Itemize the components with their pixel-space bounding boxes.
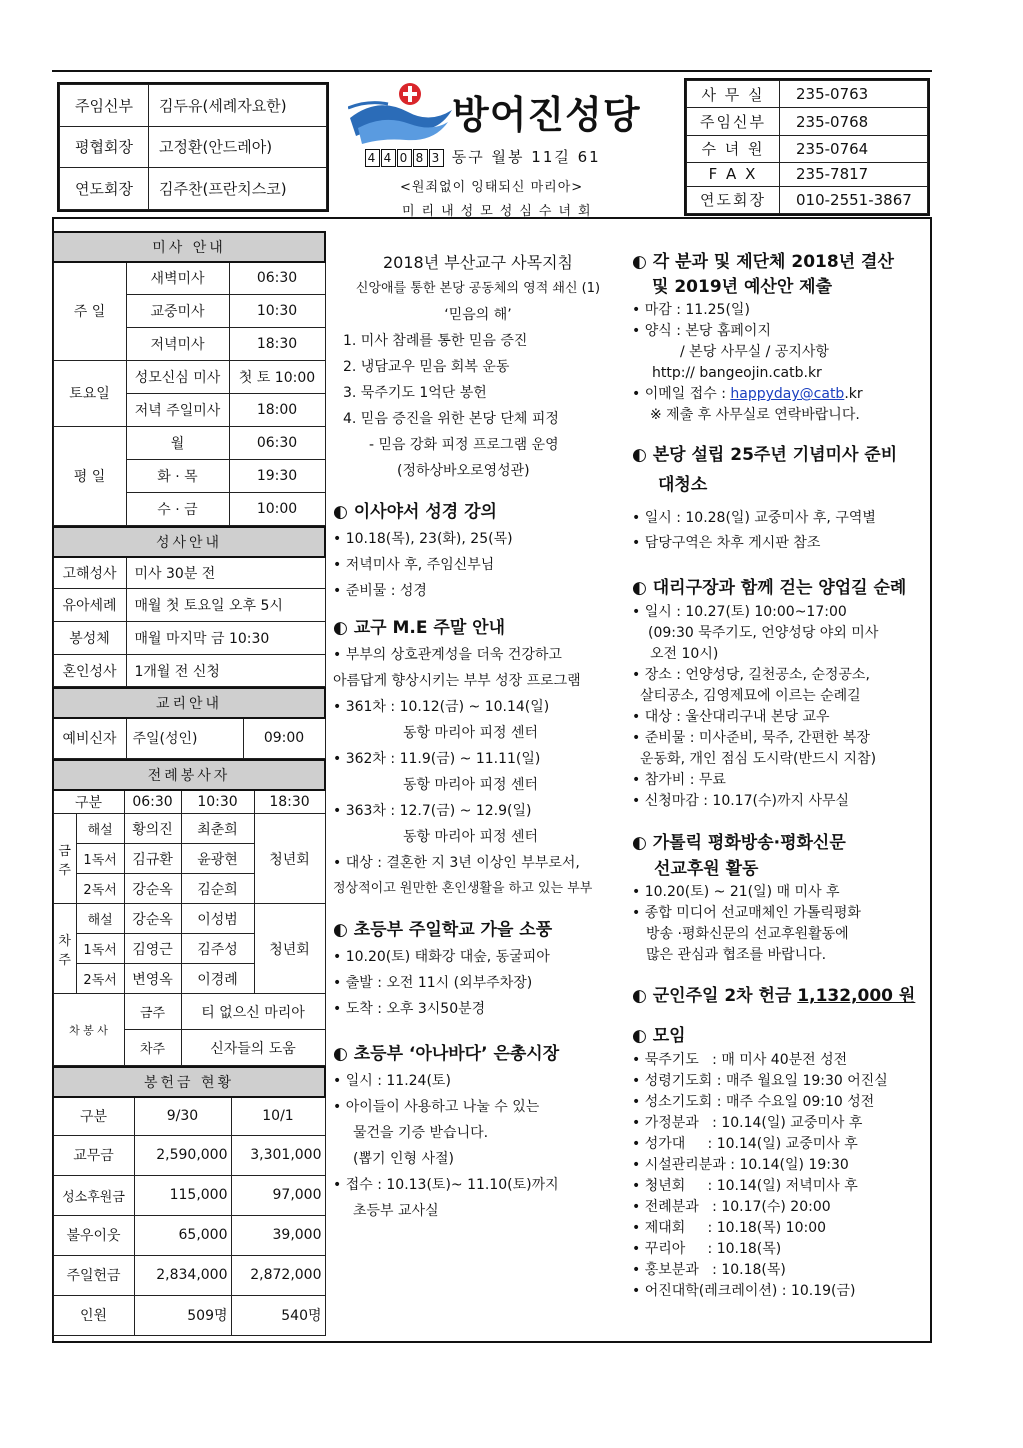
pilgrim-line: • 참가비 : 무료 <box>632 772 726 788</box>
market-line: 초등부 교사실 <box>353 1203 439 1219</box>
server-name: 강순옥 <box>124 904 181 934</box>
contact-label: 주임신부 <box>687 108 780 135</box>
meeting-line: • 묵주기도 : 매 미사 40분전 성전 <box>632 1052 848 1068</box>
meeting-line: • 성소기도회 : 매주 수요일 09:10 성전 <box>632 1094 875 1110</box>
guideline-title: 2018년 부산교구 사목지침 <box>383 253 573 272</box>
pilgrim-line: • 신청마감 : 10.17(수)까지 사무실 <box>632 793 850 809</box>
contact-table <box>684 78 930 216</box>
staff-table <box>57 82 329 212</box>
offerings-head: 구분 <box>53 1097 134 1135</box>
contact-number: 010-2551-3867 <box>780 186 928 213</box>
meeting-line: • 전례분과 : 10.17(수) 20:00 <box>632 1199 831 1215</box>
server-role: 2독서 <box>76 874 124 904</box>
next-week-label: 차주 <box>53 904 76 994</box>
server-role: 해설 <box>76 814 124 844</box>
mass-name: 화 · 목 <box>126 459 229 492</box>
offerings-head: 10/1 <box>231 1097 325 1135</box>
school-line: • 도착 : 오후 3시50분경 <box>333 1001 486 1017</box>
offering-amount: 3,301,000 <box>231 1135 325 1175</box>
mass-name: 교중미사 <box>126 294 229 327</box>
servers-table <box>52 759 326 1067</box>
pilgrim-line: • 준비물 : 미사준비, 묵주, 간편한 복장 <box>632 730 870 746</box>
mass-time: 10:00 <box>229 492 325 525</box>
offering-week: 차주 <box>124 1030 181 1066</box>
military-offering <box>632 982 932 1010</box>
email-suffix: .kr <box>844 386 863 402</box>
isaiah-line: • 10.18(목), 23(화), 25(목) <box>333 531 513 547</box>
offering-amount: 509명 <box>134 1295 231 1335</box>
staff-role: 평협회장 <box>60 126 149 168</box>
mass-time: 19:30 <box>229 459 325 492</box>
server-role: 1독서 <box>76 844 124 874</box>
me-line: • 대상 : 결혼한 지 3년 이상인 부부로서, <box>333 855 580 871</box>
meeting-title: ◐ 모임 <box>632 1026 686 1046</box>
meeting-line: • 홍보분과 : 10.18(목) <box>632 1262 786 1278</box>
peace-line: • 10.20(토) ~ 21(일) 매 미사 후 <box>632 884 840 900</box>
offering-type: 인원 <box>53 1295 134 1335</box>
budget-line: • 마감 : 11.25(일) <box>632 302 750 318</box>
server-evening: 청년회 <box>254 814 325 904</box>
sacrament-title: 성사안내 <box>53 527 325 557</box>
peace-line: • 종합 미디어 선교매체인 가톨릭평화 <box>632 905 861 921</box>
guideline-subtitle: 신앙애를 통한 본당 공동체의 영적 쇄신 (1) <box>355 281 601 296</box>
servers-title: 전례봉사자 <box>53 760 325 790</box>
staff-name: 김두유(세례자요한) <box>149 85 327 127</box>
contact-number: 235-0768 <box>780 108 928 135</box>
offering-group: 신자들의 도움 <box>181 1030 325 1066</box>
sacrament-info: 매월 마지막 금 10:30 <box>126 622 325 655</box>
guideline-item: (정하상바오로영성관) <box>397 463 530 479</box>
servers-head: 06:30 <box>124 790 181 814</box>
left-column <box>52 231 326 1336</box>
meeting-line: • 청년회 : 10.14(일) 저녁미사 후 <box>632 1178 858 1194</box>
budget-line: • 양식 : 본당 홈페이지 <box>632 323 771 339</box>
mass-name: 새벽미사 <box>126 262 229 294</box>
sacrament-table <box>52 526 326 688</box>
school-title: ◐ 초등부 주일학교 가을 소풍 <box>333 920 553 940</box>
servers-head: 10:30 <box>181 790 254 814</box>
offering-amount: 2,590,000 <box>134 1135 231 1175</box>
sacrament-name: 혼인성사 <box>53 655 126 687</box>
middle-column <box>333 250 623 1224</box>
offering-type: 성소후원금 <box>53 1175 134 1215</box>
saturday-label: 토요일 <box>53 360 126 426</box>
sacrament-name: 고해성사 <box>53 557 126 589</box>
this-week-label: 금주 <box>53 814 76 904</box>
offerings-head: 9/30 <box>134 1097 231 1135</box>
me-line: 아름답게 향상시키는 부부 성장 프로그램 <box>333 673 581 689</box>
doctrine-day: 주일(성인) <box>126 718 243 758</box>
meeting-line: • 제대회 : 10.18(목) 10:00 <box>632 1220 827 1236</box>
budget-title: 및 2019년 예산안 제출 <box>652 277 833 297</box>
postal-digit: 0 <box>397 149 412 167</box>
offering-amount: 115,000 <box>134 1175 231 1215</box>
me-line: 동항 마리아 피정 센터 <box>403 725 539 741</box>
staff-role: 주임신부 <box>60 85 149 127</box>
market-line: • 접수 : 10.13(토)~ 11.10(토)까지 <box>333 1177 559 1193</box>
contact-number: 235-0764 <box>780 135 928 162</box>
staff-name: 김주찬(프란치스코) <box>149 168 327 210</box>
pilgrim-line: 운동화, 개인 점심 도시락(반드시 지참) <box>640 751 877 767</box>
pilgrim-title: ◐ 대리구장과 함께 걷는 양업길 순례 <box>632 578 907 598</box>
offering-amount: 65,000 <box>134 1215 231 1255</box>
mass-title: 미사 안내 <box>53 232 325 262</box>
contact-label: 사 무 실 <box>687 81 780 108</box>
isaiah-title: ◐ 이사야서 성경 강의 <box>333 502 497 522</box>
staff-role: 연도회장 <box>60 168 149 210</box>
server-name: 이성범 <box>181 904 254 934</box>
peace-title: ◐ 가톨릭 평화방송·평화신문 <box>632 833 846 853</box>
me-line: 정상적이고 원만한 혼인생활을 하고 있는 부부 <box>333 881 593 896</box>
mass-name: 월 <box>126 426 229 459</box>
weekday-label: 평 일 <box>53 426 126 525</box>
guideline-item: 2. 냉담교우 믿음 회복 운동 <box>343 359 510 375</box>
isaiah-line: • 저녁미사 후, 주임신부님 <box>333 557 495 573</box>
server-name: 김영근 <box>124 934 181 964</box>
staff-name: 고정환(안드레아) <box>149 126 327 168</box>
anniv-line: • 담당구역은 차후 게시판 참조 <box>632 535 821 551</box>
isaiah-line: • 준비물 : 성경 <box>333 583 427 599</box>
market-title: ◐ 초등부 ‘아나바다’ 은총시장 <box>333 1044 560 1064</box>
mass-time: 18:00 <box>229 393 325 426</box>
me-line: • 361차 : 10.12(금) ~ 10.14(일) <box>333 699 550 715</box>
email-label: • 이메일 접수 : <box>632 386 731 402</box>
me-line: • 부부의 상호관계성을 더욱 건강하고 <box>333 647 562 663</box>
offering-amount: 97,000 <box>231 1175 325 1215</box>
mass-time: 10:30 <box>229 294 325 327</box>
postal-digit: 4 <box>381 149 396 167</box>
peace-title: 선교후원 활동 <box>654 859 759 879</box>
server-role: 해설 <box>76 904 124 934</box>
me-line: • 363차 : 12.7(금) ~ 12.9(일) <box>333 803 532 819</box>
server-name: 김규환 <box>124 844 181 874</box>
meeting-line: • 가정분과 : 10.14(일) 교중미사 후 <box>632 1115 863 1131</box>
mass-name: 성모신심 미사 <box>126 360 229 393</box>
budget-note: ※ 제출 후 사무실로 연락바랍니다. <box>650 407 860 423</box>
street-address: 동구 월봉 11길 61 <box>451 148 601 166</box>
top-rule <box>52 70 932 72</box>
guideline-year: ‘믿음의 해’ <box>444 307 512 323</box>
servers-head: 구분 <box>53 790 124 814</box>
mass-time: 18:30 <box>229 327 325 360</box>
market-line: • 아이들이 사용하고 나눌 수 있는 <box>333 1099 540 1115</box>
sacrament-info: 미사 30분 전 <box>126 557 325 589</box>
pilgrim-line: • 대상 : 울산대리구내 본당 교우 <box>632 709 830 725</box>
server-name: 김주성 <box>181 934 254 964</box>
sunday-label: 주 일 <box>53 262 126 360</box>
sacrament-info: 매월 첫 토요일 오후 5시 <box>126 589 325 622</box>
school-line: • 출발 : 오전 11시 (외부주차장) <box>333 975 533 991</box>
guideline-item: 1. 미사 참례를 통한 믿음 증진 <box>343 333 528 349</box>
mass-name: 저녁 주일미사 <box>126 393 229 426</box>
market-line: 물건을 기증 받습니다. <box>353 1125 489 1141</box>
guideline-item: 4. 믿음 증진을 위한 본당 단체 피정 <box>343 411 559 427</box>
server-name: 김순희 <box>181 874 254 904</box>
meeting-line: • 어진대학(레크레이션) : 10.19(금) <box>632 1283 856 1299</box>
pilgrim-line: (09:30 묵주기도, 언양성당 야외 미사 <box>648 625 879 641</box>
me-title: ◐ 교구 M.E 주말 안내 <box>333 618 506 638</box>
email-line <box>632 384 932 405</box>
contact-label: 수 녀 원 <box>687 135 780 162</box>
server-name: 최춘희 <box>181 814 254 844</box>
doctrine-time: 09:00 <box>243 718 325 758</box>
contact-label: 연도회장 <box>687 186 780 213</box>
market-line: • 일시 : 11.24(토) <box>333 1073 451 1089</box>
offering-week: 금주 <box>124 994 181 1030</box>
postal-digit: 3 <box>429 149 444 167</box>
server-role: 2독서 <box>76 964 124 994</box>
mass-time: 06:30 <box>229 262 325 294</box>
servers-head: 18:30 <box>254 790 325 814</box>
military-label: ◐ 군인주일 2차 헌금 <box>632 986 798 1006</box>
mass-table <box>52 231 326 526</box>
school-line: • 10.20(토) 태화강 대숲, 동굴피아 <box>333 949 550 965</box>
me-line: • 362차 : 11.9(금) ~ 11.11(일) <box>333 751 541 767</box>
budget-title: ◐ 각 분과 및 제단체 2018년 결산 <box>632 252 894 272</box>
server-role: 1독서 <box>76 934 124 964</box>
church-name: 방어진성당 <box>452 93 641 137</box>
contact-number: 235-7817 <box>780 163 928 187</box>
contact-label: F A X <box>687 163 780 187</box>
server-evening: 청년회 <box>254 904 325 994</box>
email-link[interactable]: happyday@catb <box>730 386 845 402</box>
sacrament-info: 1개월 전 신청 <box>126 655 325 687</box>
server-name: 윤광현 <box>181 844 254 874</box>
convent-name: 미리내성모성심수녀회 <box>402 204 598 219</box>
anniv-line: • 일시 : 10.28(일) 교중미사 후, 구역별 <box>632 510 876 526</box>
server-name: 변영옥 <box>124 964 181 994</box>
contact-number: 235-0763 <box>780 81 928 108</box>
doctrine-name: 예비신자 <box>53 718 126 758</box>
server-name: 황의진 <box>124 814 181 844</box>
guideline-item: - 믿음 강화 피정 프로그램 운영 <box>369 437 559 453</box>
offering-type: 주일헌금 <box>53 1255 134 1295</box>
budget-line: http:// bangeojin.catb.kr <box>652 365 822 381</box>
meeting-line: • 시설관리분과 : 10.14(일) 19:30 <box>632 1157 849 1173</box>
anniv-title: 대청소 <box>658 475 708 495</box>
offering-amount: 39,000 <box>231 1215 325 1255</box>
offering-servers-label: 차 봉 사 <box>53 994 124 1066</box>
market-line: (뽑기 인형 사절) <box>353 1151 454 1167</box>
meeting-line: • 꾸리아 : 10.18(목) <box>632 1241 782 1257</box>
me-line: 동항 마리아 피정 센터 <box>403 777 539 793</box>
mass-time: 06:30 <box>229 426 325 459</box>
meeting-line: • 성령기도회 : 매주 월요일 19:30 어진실 <box>632 1073 888 1089</box>
peace-line: 많은 관심과 협조를 바랍니다. <box>646 947 827 963</box>
offerings-title: 봉헌금 현황 <box>53 1067 325 1097</box>
offering-type: 교무금 <box>53 1135 134 1175</box>
postal-digit: 8 <box>413 149 428 167</box>
offering-amount: 540명 <box>231 1295 325 1335</box>
doctrine-title: 교리안내 <box>53 688 325 718</box>
sacrament-name: 봉성체 <box>53 622 126 655</box>
offering-amount: 2,834,000 <box>134 1255 231 1295</box>
military-amount: 1,132,000 원 <box>797 986 916 1006</box>
me-line: 동항 마리아 피정 센터 <box>403 829 539 845</box>
pilgrim-line: • 장소 : 언양성당, 길천공소, 순정공소, <box>632 667 870 683</box>
budget-line: / 본당 사무실 / 공지사항 <box>680 344 829 360</box>
motto: <원죄없이 잉태되신 마리아> <box>400 180 584 195</box>
pilgrim-line: 오전 10시) <box>650 646 719 662</box>
meeting-line: • 성가대 : 10.14(일) 교중미사 후 <box>632 1136 858 1152</box>
offering-group: 티 없으신 마리아 <box>181 994 325 1030</box>
offerings-table <box>52 1066 326 1336</box>
doctrine-table <box>52 687 326 759</box>
postal-digit: 4 <box>365 149 380 167</box>
mass-name: 저녁미사 <box>126 327 229 360</box>
server-name: 강순옥 <box>124 874 181 904</box>
pilgrim-line: • 일시 : 10.27(토) 10:00~17:00 <box>632 604 847 620</box>
pilgrim-line: 살티공소, 김영제묘에 이르는 순례길 <box>640 688 861 704</box>
address <box>365 146 601 167</box>
mass-time: 첫 토 10:00 <box>229 360 325 393</box>
offering-amount: 2,872,000 <box>231 1255 325 1295</box>
right-column <box>632 250 932 1302</box>
server-name: 이경례 <box>181 964 254 994</box>
mass-name: 수 · 금 <box>126 492 229 525</box>
peace-line: 방송 ·평화신문의 선교후원활동에 <box>646 926 849 942</box>
sacrament-name: 유아세례 <box>53 589 126 622</box>
offering-type: 불우이웃 <box>53 1215 134 1255</box>
anniv-title: ◐ 본당 설립 25주년 기념미사 준비 <box>632 445 898 465</box>
wave-cross-icon <box>348 78 458 148</box>
guideline-item: 3. 묵주기도 1억단 봉헌 <box>343 385 487 401</box>
